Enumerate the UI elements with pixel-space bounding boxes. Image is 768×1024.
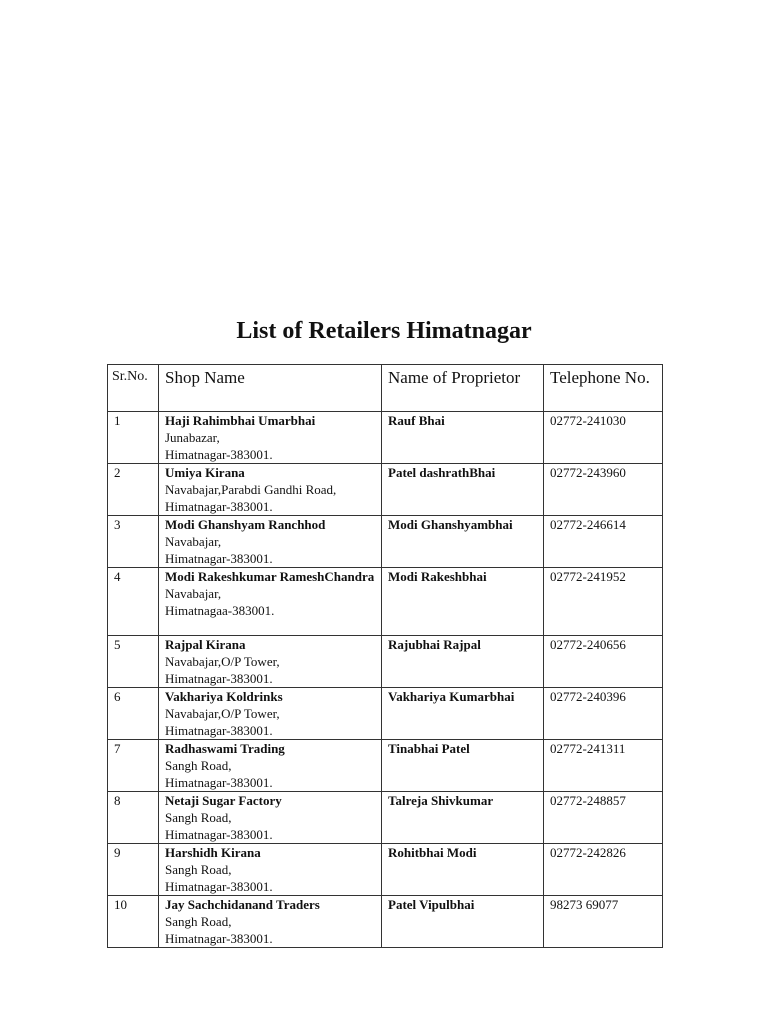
shop-name: Jay Sachchidanand Traders: [165, 897, 320, 912]
sr-no-cell: 1: [108, 412, 159, 464]
telephone-cell: 02772-243960: [544, 464, 663, 516]
shop-address-line2: Himatnagar-383001.: [165, 723, 273, 738]
shop-address-line1: Junabazar,: [165, 430, 220, 445]
table-row: [108, 412, 663, 464]
telephone-cell: 02772-241030: [544, 412, 663, 464]
proprietor-cell: Patel dashrathBhai: [382, 464, 544, 516]
shop-cell: [159, 844, 382, 896]
page-title: List of Retailers Himatnagar: [236, 318, 532, 344]
telephone-cell: 02772-242826: [544, 844, 663, 896]
table-row: [108, 516, 663, 568]
shop-cell: [159, 740, 382, 792]
shop-address-line1: Navabajar,O/P Tower,: [165, 706, 280, 721]
telephone-cell: 02772-241952: [544, 568, 663, 636]
shop-address-line1: Navabajar,O/P Tower,: [165, 654, 280, 669]
shop-address-line2: Himatnagar-383001.: [165, 879, 273, 894]
proprietor-cell: Modi Ghanshyambhai: [382, 516, 544, 568]
shop-address-line2: Himatnagar-383001.: [165, 447, 273, 462]
shop-address-line1: Sangh Road,: [165, 914, 232, 929]
shop-name: Rajpal Kirana: [165, 637, 246, 652]
shop-cell: [159, 568, 382, 636]
table-row: [108, 568, 663, 636]
table-row: [108, 636, 663, 688]
shop-address-line2: Himatnagar-383001.: [165, 827, 273, 842]
shop-name: Umiya Kirana: [165, 465, 245, 480]
sr-no-cell: 8: [108, 792, 159, 844]
shop-name: Modi Rakeshkumar RameshChandra: [165, 569, 375, 584]
proprietor-cell: Patel Vipulbhai: [382, 896, 544, 948]
proprietor-cell: Rauf Bhai: [382, 412, 544, 464]
sr-no-cell: 4: [108, 568, 159, 636]
shop-name: Netaji Sugar Factory: [165, 793, 282, 808]
shop-name: Haji Rahimbhai Umarbhai: [165, 413, 316, 428]
telephone-cell: 02772-248857: [544, 792, 663, 844]
sr-no-cell: 5: [108, 636, 159, 688]
shop-address-line1: Navabajar,: [165, 586, 222, 601]
header-proprietor: Name of Proprietor: [382, 365, 544, 412]
sr-no-cell: 2: [108, 464, 159, 516]
shop-cell: [159, 464, 382, 516]
header-shop-name: Shop Name: [159, 365, 382, 412]
shop-address-line1: Sangh Road,: [165, 862, 232, 877]
retailers-table: [107, 364, 663, 948]
shop-address-line1: Sangh Road,: [165, 758, 232, 773]
telephone-cell: 02772-240396: [544, 688, 663, 740]
shop-cell: [159, 516, 382, 568]
sr-no-cell: 3: [108, 516, 159, 568]
sr-no-cell: 7: [108, 740, 159, 792]
table-row: [108, 688, 663, 740]
telephone-cell: 02772-246614: [544, 516, 663, 568]
shop-address-line2: Himatnagar-383001.: [165, 551, 273, 566]
header-sr-no: Sr.No.: [108, 365, 159, 412]
table-row: [108, 740, 663, 792]
sr-no-cell: 10: [108, 896, 159, 948]
shop-cell: [159, 412, 382, 464]
telephone-cell: 02772-240656: [544, 636, 663, 688]
shop-address-line1: Navabajar,Parabdi Gandhi Road,: [165, 482, 337, 497]
shop-address-line2: Himatnagar-383001.: [165, 499, 273, 514]
table-row: [108, 844, 663, 896]
shop-address-line2: Himatnagaa-383001.: [165, 603, 275, 618]
shop-name: Radhaswami Trading: [165, 741, 285, 756]
shop-address-line1: Navabajar,: [165, 534, 222, 549]
proprietor-cell: Tinabhai Patel: [382, 740, 544, 792]
proprietor-cell: Modi Rakeshbhai: [382, 568, 544, 636]
shop-cell: [159, 792, 382, 844]
shop-address-line2: Himatnagar-383001.: [165, 931, 273, 946]
shop-name: Vakhariya Koldrinks: [165, 689, 283, 704]
shop-address-line2: Himatnagar-383001.: [165, 671, 273, 686]
shop-cell: [159, 636, 382, 688]
proprietor-cell: Talreja Shivkumar: [382, 792, 544, 844]
header-telephone: Telephone No.: [544, 365, 663, 412]
sr-no-cell: 6: [108, 688, 159, 740]
table-row: [108, 792, 663, 844]
proprietor-cell: Vakhariya Kumarbhai: [382, 688, 544, 740]
table-header-row: [108, 365, 663, 412]
proprietor-cell: Rajubhai Rajpal: [382, 636, 544, 688]
sr-no-cell: 9: [108, 844, 159, 896]
shop-name: Modi Ghanshyam Ranchhod: [165, 517, 326, 532]
shop-name: Harshidh Kirana: [165, 845, 261, 860]
shop-cell: [159, 688, 382, 740]
telephone-cell: 02772-241311: [544, 740, 663, 792]
table-row: [108, 896, 663, 948]
proprietor-cell: Rohitbhai Modi: [382, 844, 544, 896]
telephone-cell: 98273 69077: [544, 896, 663, 948]
shop-address-line2: Himatnagar-383001.: [165, 775, 273, 790]
table-row: [108, 464, 663, 516]
shop-cell: [159, 896, 382, 948]
shop-address-line1: Sangh Road,: [165, 810, 232, 825]
